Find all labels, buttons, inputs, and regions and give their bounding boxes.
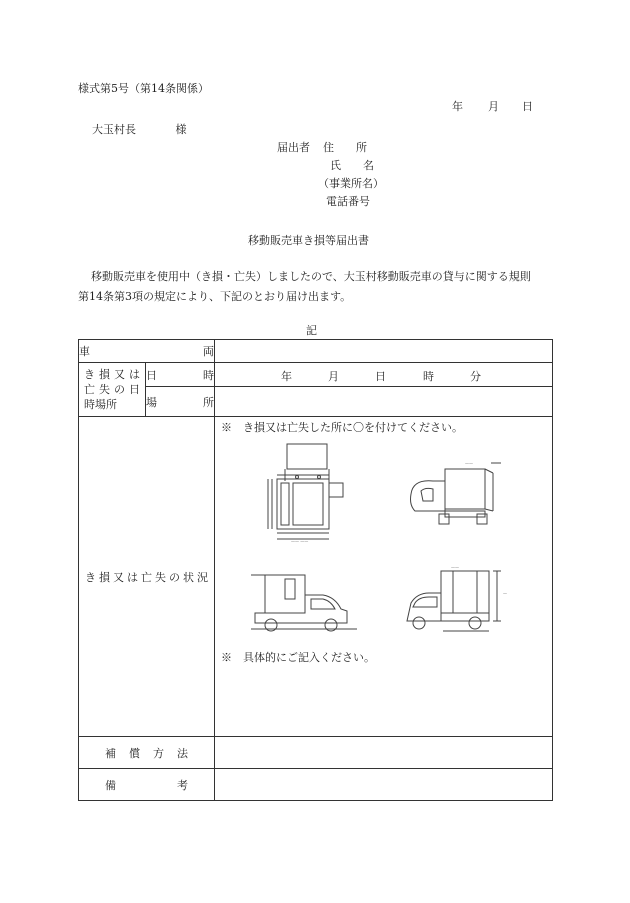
place-label-cell: 場 所: [146, 387, 215, 417]
svg-text:——: ——: [451, 565, 459, 570]
datetime-place-label-cell: [79, 363, 146, 417]
compensation-label-cell: 補 償 方 法: [79, 737, 215, 769]
datetime-label-cell: 日 時: [146, 363, 215, 387]
addressee-name: 大玉村長: [92, 123, 136, 136]
svg-text:——: ——: [465, 461, 473, 466]
addressee: [92, 121, 187, 137]
vehicle-rear-view-diagram: [403, 459, 503, 534]
applicant-office: （事業所名）: [318, 177, 384, 190]
body-line-1: 移動販売車を使用中（き損・亡失）しましたので、大玉村移動販売車の貸与に関する規則: [91, 270, 531, 283]
dt-year: 年: [281, 370, 292, 383]
applicant-label: 届出者: [277, 141, 310, 154]
remarks-label-cell: 備 考: [79, 769, 215, 801]
vehicle-front-view-diagram: [403, 565, 518, 635]
dt-minute: 分: [470, 370, 481, 383]
vehicle-label-cell: [79, 340, 215, 363]
vehicle-side-view-diagram: [241, 567, 361, 637]
date-month: 月: [488, 100, 499, 113]
svg-text:—: —: [503, 591, 507, 596]
vehicle-label-2: 両: [203, 345, 214, 358]
place-row: [79, 387, 553, 417]
body-line-2: 第14条第3項の規定により、下記のとおり届け出ます。: [78, 290, 352, 303]
situation-row: [79, 417, 553, 737]
dt-hour: 時: [423, 370, 434, 383]
vehicle-row: [79, 340, 553, 363]
svg-text:—— ——: —— ——: [291, 539, 309, 544]
vehicle-top-view-diagram: [263, 439, 353, 549]
datetime-place-line-1: き 損 又 は: [84, 368, 140, 381]
situation-label-cell: き 損 又 は 亡 失 の 状 況: [79, 417, 215, 737]
place-value-cell[interactable]: [215, 387, 553, 417]
applicant-name: 氏 名: [330, 159, 374, 172]
situation-note: ※ き損又は亡失した所に〇を付けてください。: [221, 421, 463, 434]
datetime-row: [79, 363, 553, 387]
remarks-value-cell[interactable]: [215, 769, 553, 801]
compensation-row: [79, 737, 553, 769]
vehicle-value-cell[interactable]: [215, 340, 553, 363]
remarks-row: [79, 769, 553, 801]
date-year: 年: [452, 100, 463, 113]
dt-day: 日: [375, 370, 386, 383]
datetime-value-cell[interactable]: [215, 363, 553, 387]
situation-note-2: ※ 具体的にご記入ください。: [221, 651, 375, 664]
datetime-place-line-3: 時場所: [84, 398, 117, 411]
datetime-place-line-2: 亡 失 の 日: [84, 383, 140, 396]
date-day: 日: [522, 100, 533, 113]
vehicle-label-1: 車: [79, 345, 90, 358]
situation-value-cell[interactable]: [215, 417, 553, 737]
compensation-value-cell[interactable]: [215, 737, 553, 769]
document-title: 移動販売車き損等届出書: [248, 234, 369, 247]
dt-month: 月: [328, 370, 339, 383]
applicant-address: 住 所: [323, 141, 367, 154]
addressee-honorific: 様: [175, 123, 187, 136]
report-table: [78, 339, 553, 801]
ki-heading: 記: [306, 324, 317, 337]
form-number: 様式第5号（第14条関係）: [78, 82, 209, 95]
applicant-phone: 電話番号: [326, 195, 370, 208]
